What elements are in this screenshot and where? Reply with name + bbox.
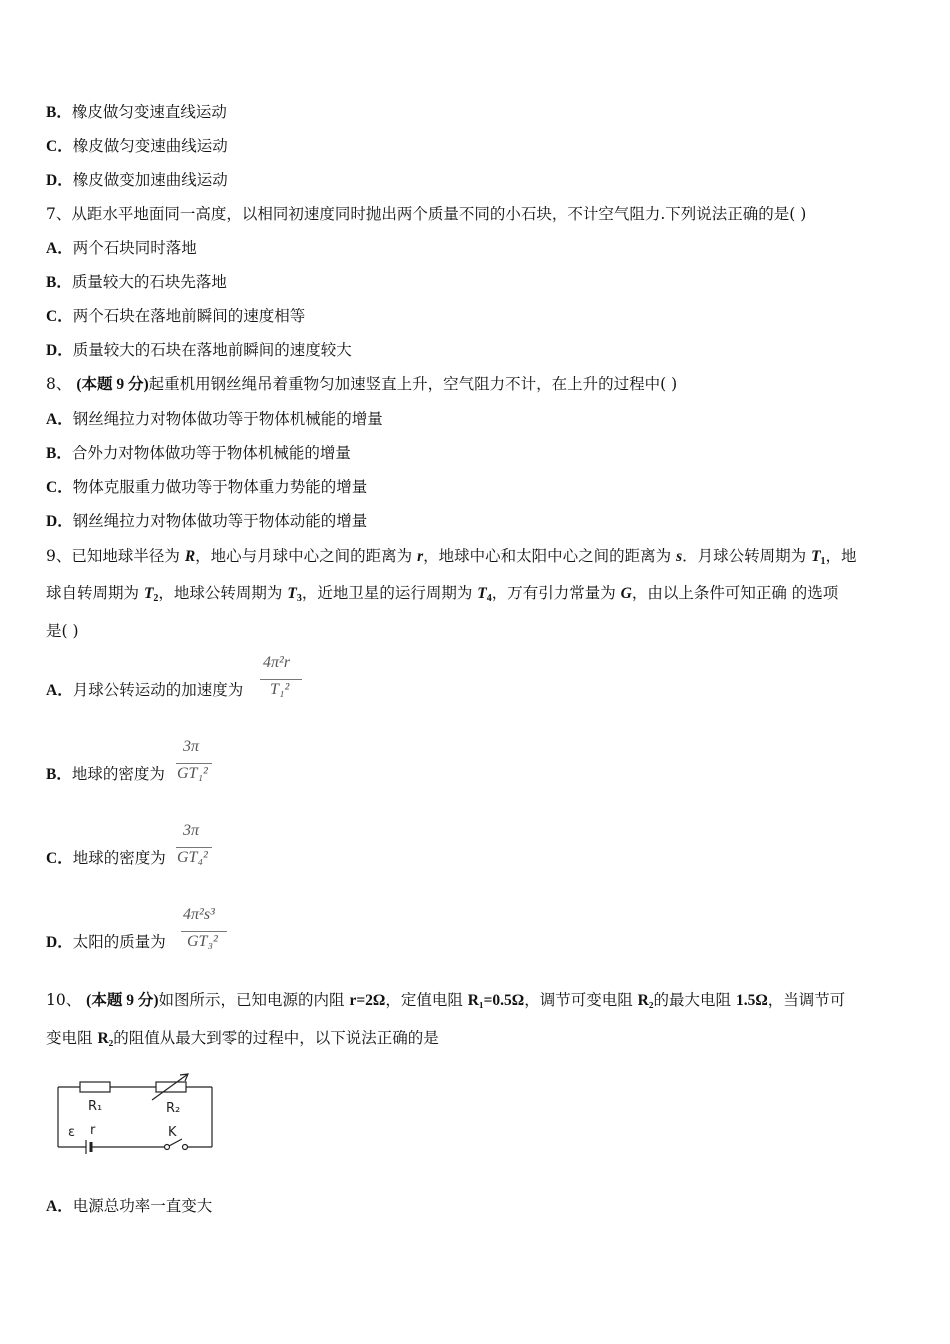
- q10-stem-line-2: 变电阻 R₂的阻值从最大到零的过程中，以下说法正确的是: [46, 1029, 439, 1047]
- fraction-numerator: 4π²r: [263, 654, 291, 671]
- q9-option-c: C．地球的密度为: [46, 849, 166, 867]
- q8-option-c: C．物体克服重力做功等于物体重力势能的增量: [46, 478, 368, 496]
- q8-option-d: D．钢丝绳拉力对物体做功等于物体动能的增量: [46, 512, 368, 530]
- q10-option-a: A．电源总功率一直变大: [46, 1197, 213, 1215]
- q7-stem: 7、从距水平地面同一高度，以相同初速度同时抛出两个质量不同的小石块，不计空气阻力.下列说法正确的是( ): [46, 205, 807, 223]
- switch-k: [169, 1139, 182, 1146]
- fraction-denominator: GT₁²: [177, 765, 208, 782]
- option-c: C．橡皮做匀变速曲线运动: [46, 137, 228, 155]
- q8-stem: 8、 (本题 9 分)起重机用钢丝绳吊着重物匀加速竖直上升，空气阻力不计，在上升的过程中( ): [46, 375, 678, 393]
- circuit-diagram: [52, 1072, 222, 1162]
- label-r: r: [90, 1123, 96, 1138]
- label-r1: R₁: [88, 1099, 103, 1114]
- fraction-numerator: 4π²s³: [183, 906, 215, 923]
- q8-option-b: B．合外力对物体做功等于物体机械能的增量: [46, 444, 351, 462]
- fraction-denominator: T₁²: [270, 681, 290, 698]
- q9-option-d: D．太阳的质量为: [46, 933, 166, 951]
- q9-stem-line-3: 是( ): [46, 622, 79, 640]
- fraction-numerator: 3π: [183, 822, 200, 839]
- q7-option-a: A．两个石块同时落地: [46, 239, 197, 257]
- q10-stem-line-1: 10、 (本题 9 分)如图所示，已知电源的内阻 r=2Ω，定值电阻 R₁=0.5Ω，调节可变电阻 R₂的最大电阻 1.5Ω，当调节可: [46, 991, 846, 1009]
- fraction-denominator: GT₃²: [187, 933, 218, 950]
- q9-option-b: B．地球的密度为: [46, 765, 165, 783]
- q9-stem-line-2: 球自转周期为 $T_2$，地球公转周期为 $T_3$，近地卫星的运行周期为 $T_4$，万有引力常量为 G，由以上条件可知正确 的选项: [46, 584, 839, 604]
- resistor-r1: [80, 1082, 110, 1092]
- label-emf: ε: [68, 1125, 76, 1140]
- label-k: K: [168, 1125, 177, 1140]
- option-d: D．橡皮做变加速曲线运动: [46, 171, 228, 189]
- q7-option-c: C．两个石块在落地前瞬间的速度相等: [46, 307, 306, 325]
- q7-option-b: B．质量较大的石块先落地: [46, 273, 227, 291]
- label-r2: R₂: [166, 1101, 181, 1116]
- option-b: B．橡皮做匀变速直线运动: [46, 103, 227, 121]
- q9-stem-line-1: 9、已知地球半径为 R，地心与月球中心之间的距离为 r，地球中心和太阳中心之间的距离为 s．月球公转周期为 $T_1$，地: [46, 547, 857, 567]
- fraction-numerator: 3π: [183, 738, 200, 755]
- q9-option-a: A．月球公转运动的加速度为: [46, 681, 244, 699]
- q7-option-d: D．质量较大的石块在落地前瞬间的速度较大: [46, 341, 352, 359]
- fraction-denominator: GT₄²: [177, 849, 208, 866]
- q8-option-a: A．钢丝绳拉力对物体做功等于物体机械能的增量: [46, 410, 383, 428]
